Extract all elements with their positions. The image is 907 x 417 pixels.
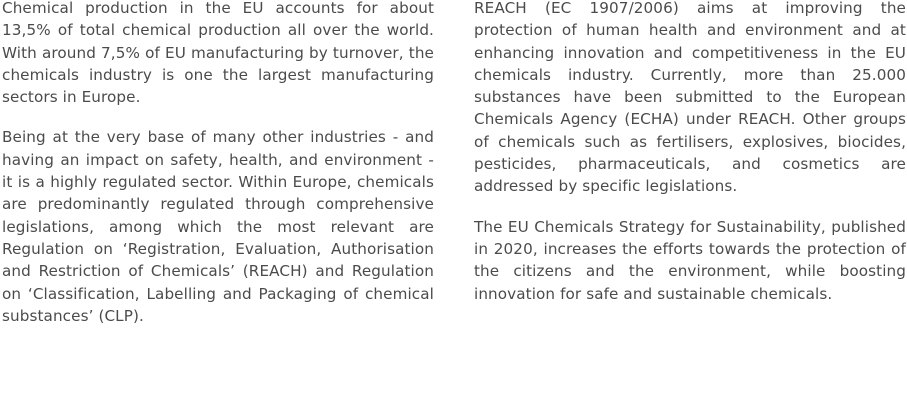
paragraph-reach-overview: REACH (EC 1907/2006) aims at improving the protection of human health and environment and at enhancing innovation and competitiveness in the EU chemicals industry. Currently, more than 25.000 substances have been submitted to the European Chemicals Agency (ECHA) under REACH. Other groups of chemicals such as fertilisers, explosives, biocides, pesticides, pharmaceuticals, and cosmetics are addressed by specific legislations. [474, 0, 906, 196]
left-text-column [2, 0, 434, 345]
paragraph-eu-chemical-production: Chemical production in the EU accounts for about 13,5% of total chemical production all over the world. With around 7,5% of EU manufacturing by turnover, the chemicals industry is one the largest manufacturing sectors in Europe. [2, 0, 434, 107]
paragraph-chemicals-regulation: Being at the very base of many other industries - and having an impact on safety, health, and environment - it is a highly regulated sector. Within Europe, chemicals are predominantly regulated through comprehensive legislations, among which the most relevant are Regulation on ‘Registration, Evaluation, Authorisation and Restriction of Chemicals’ (REACH) and Regulation on ‘Classification, Labelling and Packaging of chemical substances’ (CLP). [2, 128, 434, 325]
paragraph-sustainability-strategy: The EU Chemicals Strategy for Sustainability, published in 2020, increases the efforts towards the protection of the citizens and the environment, while boosting innovation for safe and sustainable chemicals. [474, 217, 906, 303]
right-text-column [474, 0, 906, 323]
